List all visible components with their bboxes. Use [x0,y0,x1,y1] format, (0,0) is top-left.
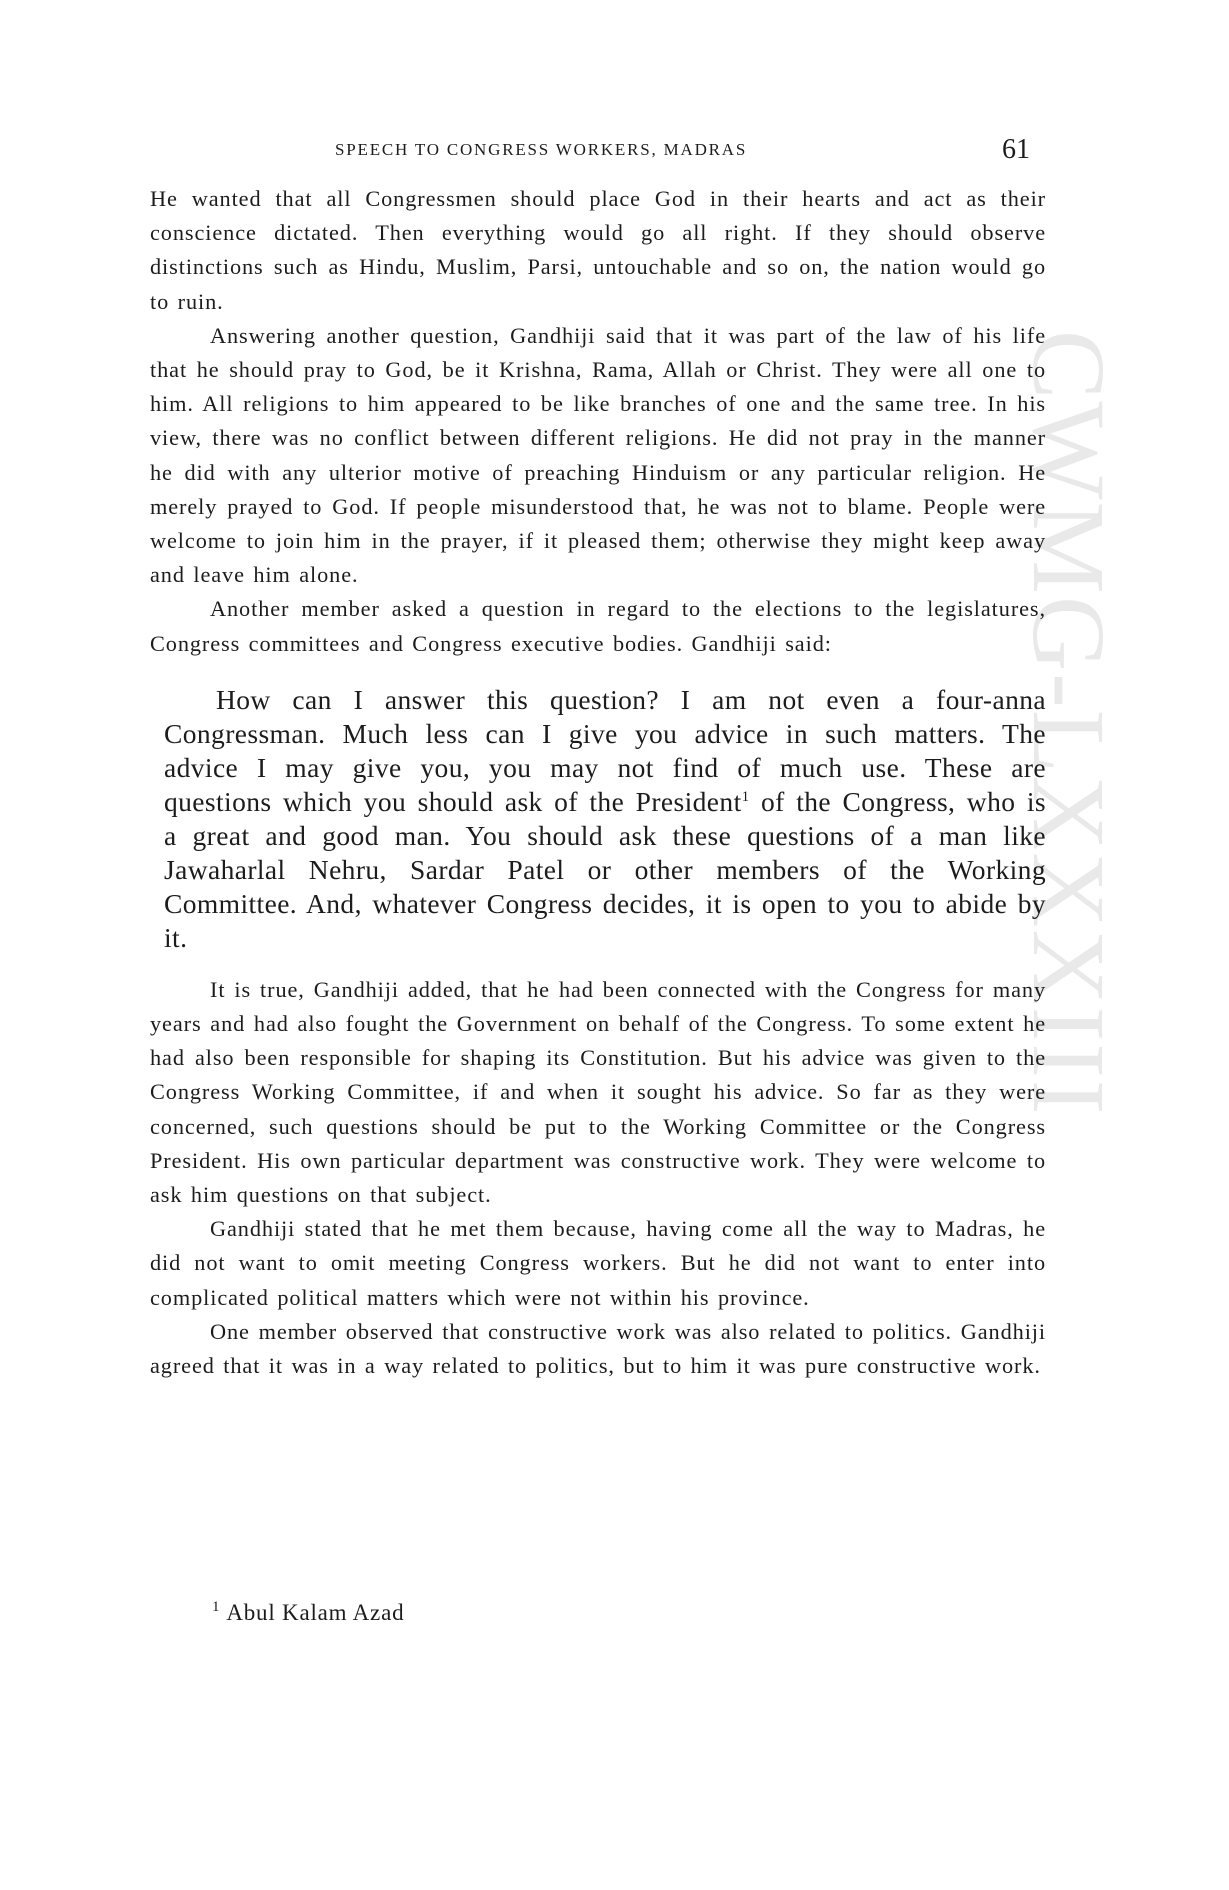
running-title: SPEECH TO CONGRESS WORKERS, MADRAS [335,140,748,159]
volume-watermark: CWMG-LXXXIII [1011,330,1126,1117]
body-text [150,182,1046,1383]
paragraph: Another member asked a question in regard to the elections to the legislatures, Congress committees and Congress executive bodies. Gandhiji said: [150,596,1046,656]
quote-text: How can I answer this question? I am not even a four-anna Congressman. Much less can I give you advice in such matters. The advice I may give you, you may not find of much use. These are questions which you should ask of the President [164,683,1046,817]
paragraph: It is true, Gandhiji added, that he had been connected with the Congress for many years and had also fought the Government on behalf of the Congress. To some extent he had also been responsible for shaping its Constitution. But his advice was given to the Congress Working Committee, if and when it sought his advice. So far as they were concerned, such questions should be put to the Working Committee or the Congress President. His own particular department was constructive work. They were welcome to ask him questions on that subject. [150,976,1046,1208]
paragraph: Gandhiji stated that he met them because, having come all the way to Madras, he did not want to omit meeting Congress workers. But he did not want to enter into complicated political matters which were not within his province. [150,1216,1046,1310]
paragraph: One member observed that constructive work was also related to politics. Gandhiji agreed that it was in a way related to politics, but to him it was pure constructive work. [150,1318,1046,1379]
paragraph: Answering another question, Gandhiji said that it was part of the law of his life that he should pray to God, be it Krishna, Rama, Allah or Christ. They were all one to him. All religions to him appeared to be like branches of one and the same tree. In his view, there was no conflict between different religions. He did not pray in the manner he did with any ulterior motive of preaching Hinduism or any particular religion. He merely prayed to God. If people misunderstood that, he was not to blame. People were welcome to join him in the prayer, if it pleased them; otherwise they might keep away and leave him alone. [150,322,1046,588]
footnote [212,1600,404,1626]
running-head [150,134,1030,174]
page-number: 61 [1002,134,1030,165]
footnote-number: 1 [212,1599,221,1616]
block-quote [164,683,1046,955]
footnote-text: Abul Kalam Azad [226,1600,405,1625]
paragraph: He wanted that all Congressmen should place God in their hearts and act as their conscience dictated. Then everything would go all right. If they should observe distinctions such as Hindu, Muslim, Parsi, untouchable and so on, the nation would go to ruin. [150,186,1046,314]
quote-text: of the Congress, who is a great and good man. You should ask these questions of a man like Jawaharlal Nehru, Sardar Patel or other members of the Working Committee. And, whatever Congress decides, it is open to you to abide by it. [164,785,1046,953]
footnote-reference: 1 [741,788,750,805]
